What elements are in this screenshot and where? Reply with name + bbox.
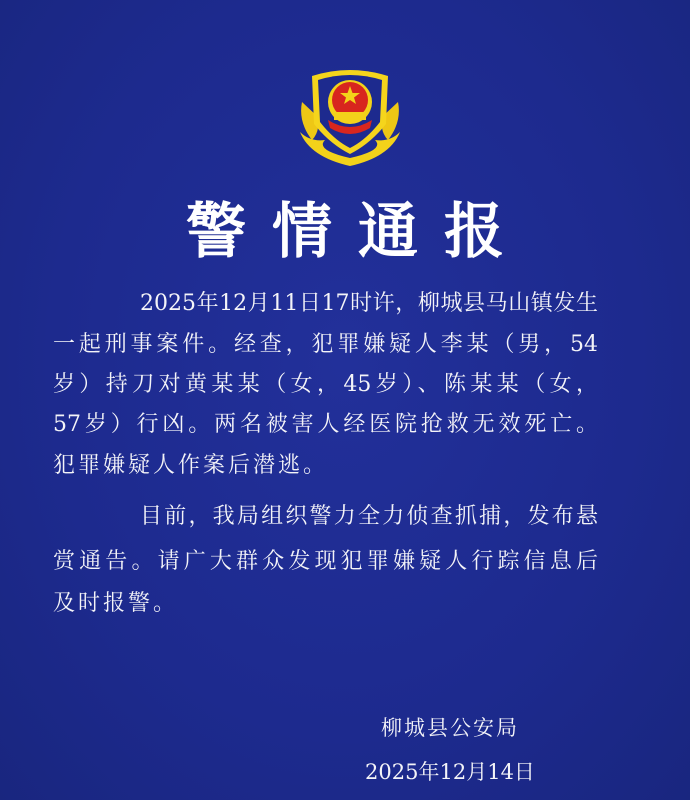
paragraph-1-line-5: 犯罪嫌疑人作案后潜逃。 [53,453,329,478]
paragraph-1-line-4: 57岁）行凶。两名被害人经医院抢救无效死亡。 [53,412,598,437]
paragraph-2-line-3: 及时报警。 [53,591,179,616]
paragraph-1-line-2: 一起刑事案件。经查，犯罪嫌疑人李某（男，54 [53,332,598,357]
police-emblem-icon [290,62,410,172]
issue-date: 2025年12月14日 [365,760,535,784]
paragraph-1-line-3: 岁）持刀对黄某某（女，45岁）、陈某某（女， [53,372,598,397]
paragraph-1-line-1: 2025年12月11日17时许，柳城县马山镇发生 [140,291,598,316]
issuer: 柳城县公安局 [381,716,519,740]
notice-title: 警情通报 [186,197,530,267]
paragraph-2-line-1: 目前，我局组织警力全力侦查抓捕，发布悬 [140,504,598,529]
paragraph-2-line-2: 赏通告。请广大群众发现犯罪嫌疑人行踪信息后 [53,549,598,574]
